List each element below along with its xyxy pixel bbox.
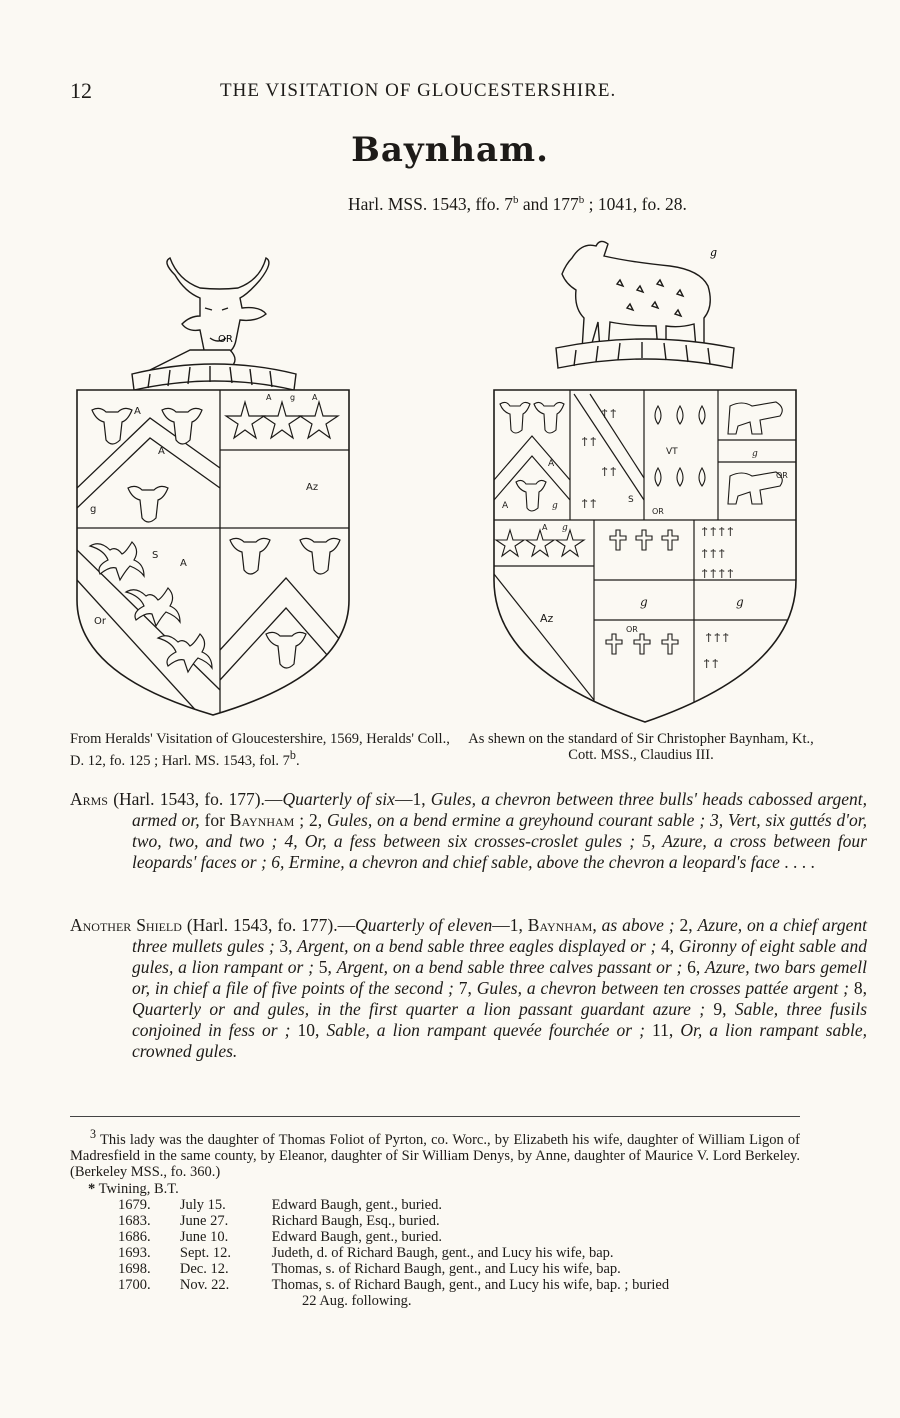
left-tincture-a1: A [134,406,141,417]
source-post: ; 1041, fo. 28. [584,194,687,214]
another-p10: 4, [660,936,679,956]
right-tincture-g4: g [562,523,568,533]
register-entry: Thomas, s. of Richard Baugh, gent., and Lucy his wife, bap. ; buried [271,1276,670,1293]
arms-paragraph [70,789,867,873]
right-arms-caption: As shewn on the standard of Sir Christopher Baynham, Kt., Cott. MSS., Claudius III. [468,731,814,763]
left-caption-text: From Heralds' Visitation of Gloucestershire, 1569, Heralds' Coll., D. 12, fo. 125 ; Harl. MS. 1543, fol. 7 [70,731,450,769]
register-entry: Richard Baugh, Esq., buried. [271,1212,440,1229]
another-p24: 11, [652,1020,681,1040]
register-year: 1693. [118,1244,151,1261]
source-sup-1: b [512,194,519,207]
left-arms-caption [70,731,450,769]
left-caption-sup: b [289,748,296,762]
register-year: 1679. [118,1196,151,1213]
footnote-1-text: This lady was the daughter of Thomas Foliot of Pyrton, co. Worc., by Elizabeth his wife, daughter of William Ligon of Madresfield in the same county, by Eleanor, daughter of Sir William Denys, by Anne, daughter of Maurice V. Lord Berkeley. (Berkeley MSS., fo. 360.) [70,1131,800,1180]
another-p3: Baynham [527,915,593,935]
another-p4: , [592,915,602,935]
left-tincture-or-crest: OR [218,334,233,345]
footnote-2-title [88,1181,800,1197]
footnote-1 [70,1126,800,1180]
right-tincture-g5: g [640,595,648,609]
right-tincture-a: A [548,459,555,469]
another-p17: Gules, a chevron between ten crosses pattée argent ; [476,978,854,998]
register-entry: Judeth, d. of Richard Baugh, gent., and Lucy his wife, bap. [271,1244,614,1261]
right-tincture-az: Az [540,612,554,625]
svg-text:ϯ ϯ ϯ: ϯ ϯ ϯ [706,632,729,643]
table-row [118,1229,800,1245]
another-p15: Azure, two bars gemell or, in chief a file of five points of the second ; [132,957,868,998]
right-tincture-or3: OR [626,625,638,634]
manuscript-source [348,194,687,215]
table-row [118,1213,800,1229]
right-tincture-s: S [628,495,634,505]
crest-calf-icon [556,241,734,368]
left-coat-of-arms [70,250,360,720]
source-pre: Harl. MSS. 1543, ffo. 7 [348,194,513,214]
right-tincture-ag: A [502,501,509,511]
another-p7: Azure, on a chief argent three mullets gules ; [132,915,868,956]
another-p2: —1, [492,915,528,935]
register-entry: Edward Baugh, gent., buried. [271,1228,442,1245]
another-p13: Argent, on a bend sable three calves passant or ; [336,957,688,977]
another-p21: Sable, three fusils conjoined in fess or ; [132,999,868,1040]
left-tincture-g1: g [90,504,97,515]
register-date: Nov. 22. [179,1276,230,1293]
register-date: Sept. 12. [179,1244,232,1261]
right-tincture-g6: g [736,595,744,609]
another-shield-paragraph [70,915,867,1062]
another-p9: Argent, on a bend sable three eagles displayed or ; [297,936,661,956]
parish-register-table [118,1197,800,1293]
footnote-divider [70,1116,800,1117]
left-tincture-mullet-a2: A [312,393,318,402]
right-tincture-g-crest: g [710,246,718,259]
svg-text:ϯ ϯ: ϯ ϯ [704,658,718,669]
register-date: Dec. 12. [179,1260,229,1277]
register-year: 1683. [118,1212,151,1229]
arms-p7: Gules, on a bend ermine a greyhound courant sable ; 3, Vert, six guttés d'or, two, two, and two ; 4, Or, a fess between six crosses-croslet gules ; 5, Azure, a cross between four leopards' faces or ; 6, Ermine, a chevron and chief sable, above the chevron a leopard's face [132,810,867,872]
another-p14: 6, [687,957,706,977]
register-entry: Edward Baugh, gent., buried. [271,1196,442,1213]
another-p12: 5, [318,957,337,977]
another-p1: Quarterly of eleven [355,915,493,935]
svg-text:ϯ ϯ: ϯ ϯ [602,466,616,477]
svg-text:ϯ ϯ: ϯ ϯ [602,408,616,419]
register-continuation: 22 Aug. following. [302,1292,412,1309]
arms-p3: Gules, a chevron between three bulls' heads cabossed argent, armed or, [132,789,867,830]
left-tincture-a2: A [158,446,165,457]
svg-text:ϯ ϯ: ϯ ϯ [582,436,596,447]
arms-p8: . . . . [779,852,815,872]
table-row [118,1277,800,1293]
another-p18: 8, [853,978,867,998]
svg-text:ϯ ϯ ϯ: ϯ ϯ ϯ [702,548,725,559]
another-p22: 10, [297,1020,327,1040]
left-tincture-or2: Or [94,616,106,627]
footnote-2-title-text: Twining, B.T. [95,1180,179,1197]
another-p11: Gironny of eight sable and gules, a lion rampant or ; [132,936,867,977]
left-tincture-mullet-g: g [290,393,296,402]
page-number: 12 [70,78,92,103]
register-entry: Thomas, s. of Richard Baugh, gent., and Lucy his wife, bap. [271,1260,621,1277]
register-year: 1700. [118,1276,151,1293]
left-caption-end: . [295,752,300,769]
another-p19: Quarterly or and gules, in the first quarter a lion passant guardant azure ; [132,999,714,1019]
right-tincture-g: g [552,501,558,511]
footnotes [70,1126,800,1309]
source-mid: and 177 [518,194,579,214]
running-title: THE VISITATION OF GLOUCESTERSHIRE. [220,80,617,101]
table-row [118,1197,800,1213]
left-tincture-az: Az [306,482,319,493]
right-tincture-a4: A [542,523,548,532]
left-tincture-a3: A [180,558,187,569]
arms-p6: ; 2, [294,810,327,830]
another-p16: 7, [458,978,477,998]
another-p23: Sable, a lion rampant quevée fourchée or ; [326,1020,653,1040]
footnote-1-mark: 3 [90,1127,97,1141]
table-row [118,1261,800,1277]
register-year: 1698. [118,1260,151,1277]
crest-bull-head-icon [132,258,296,390]
register-date: June 10. [179,1228,229,1245]
arms-p4: for [199,810,230,830]
another-p25: Or, a lion rampant sable, crowned gules. [132,1020,868,1061]
another-p6: 2, [679,915,698,935]
arms-p2: —1, [394,789,431,809]
svg-text:ϯ ϯ: ϯ ϯ [582,498,596,509]
right-tincture-vt: VT [666,447,678,457]
svg-text:ϯ ϯ ϯ ϯ: ϯ ϯ ϯ ϯ [702,568,733,579]
source-sup-2: b [578,194,585,207]
another-p8: 3, [279,936,298,956]
table-row [118,1245,800,1261]
arms-p1: Quarterly of six [282,789,395,809]
another-lead: Another Shield [70,915,182,935]
left-tincture-mullet-a: A [266,393,272,402]
another-p20: 9, [713,999,735,1019]
arms-ref: (Harl. 1543, fo. 177).— [108,789,283,809]
register-date: July 15. [179,1196,226,1213]
another-ref: (Harl. 1543, fo. 177).— [181,915,356,935]
footnote-2-mark: * [88,1180,96,1197]
register-year: 1686. [118,1228,151,1245]
register-date: June 27. [179,1212,229,1229]
arms-lead: Arms [70,789,108,809]
another-p5: as above ; [601,915,680,935]
right-tincture-or1: OR [652,507,664,516]
right-tincture-g2: g [752,449,758,459]
right-coat-of-arms [490,230,802,730]
section-title: Baynham. [351,130,549,170]
running-head [70,78,800,104]
svg-text:ϯ ϯ ϯ ϯ: ϯ ϯ ϯ ϯ [702,526,733,537]
arms-p5: Baynham [229,810,295,830]
right-tincture-or2: OR [776,471,788,480]
left-tincture-s: S [152,550,159,561]
